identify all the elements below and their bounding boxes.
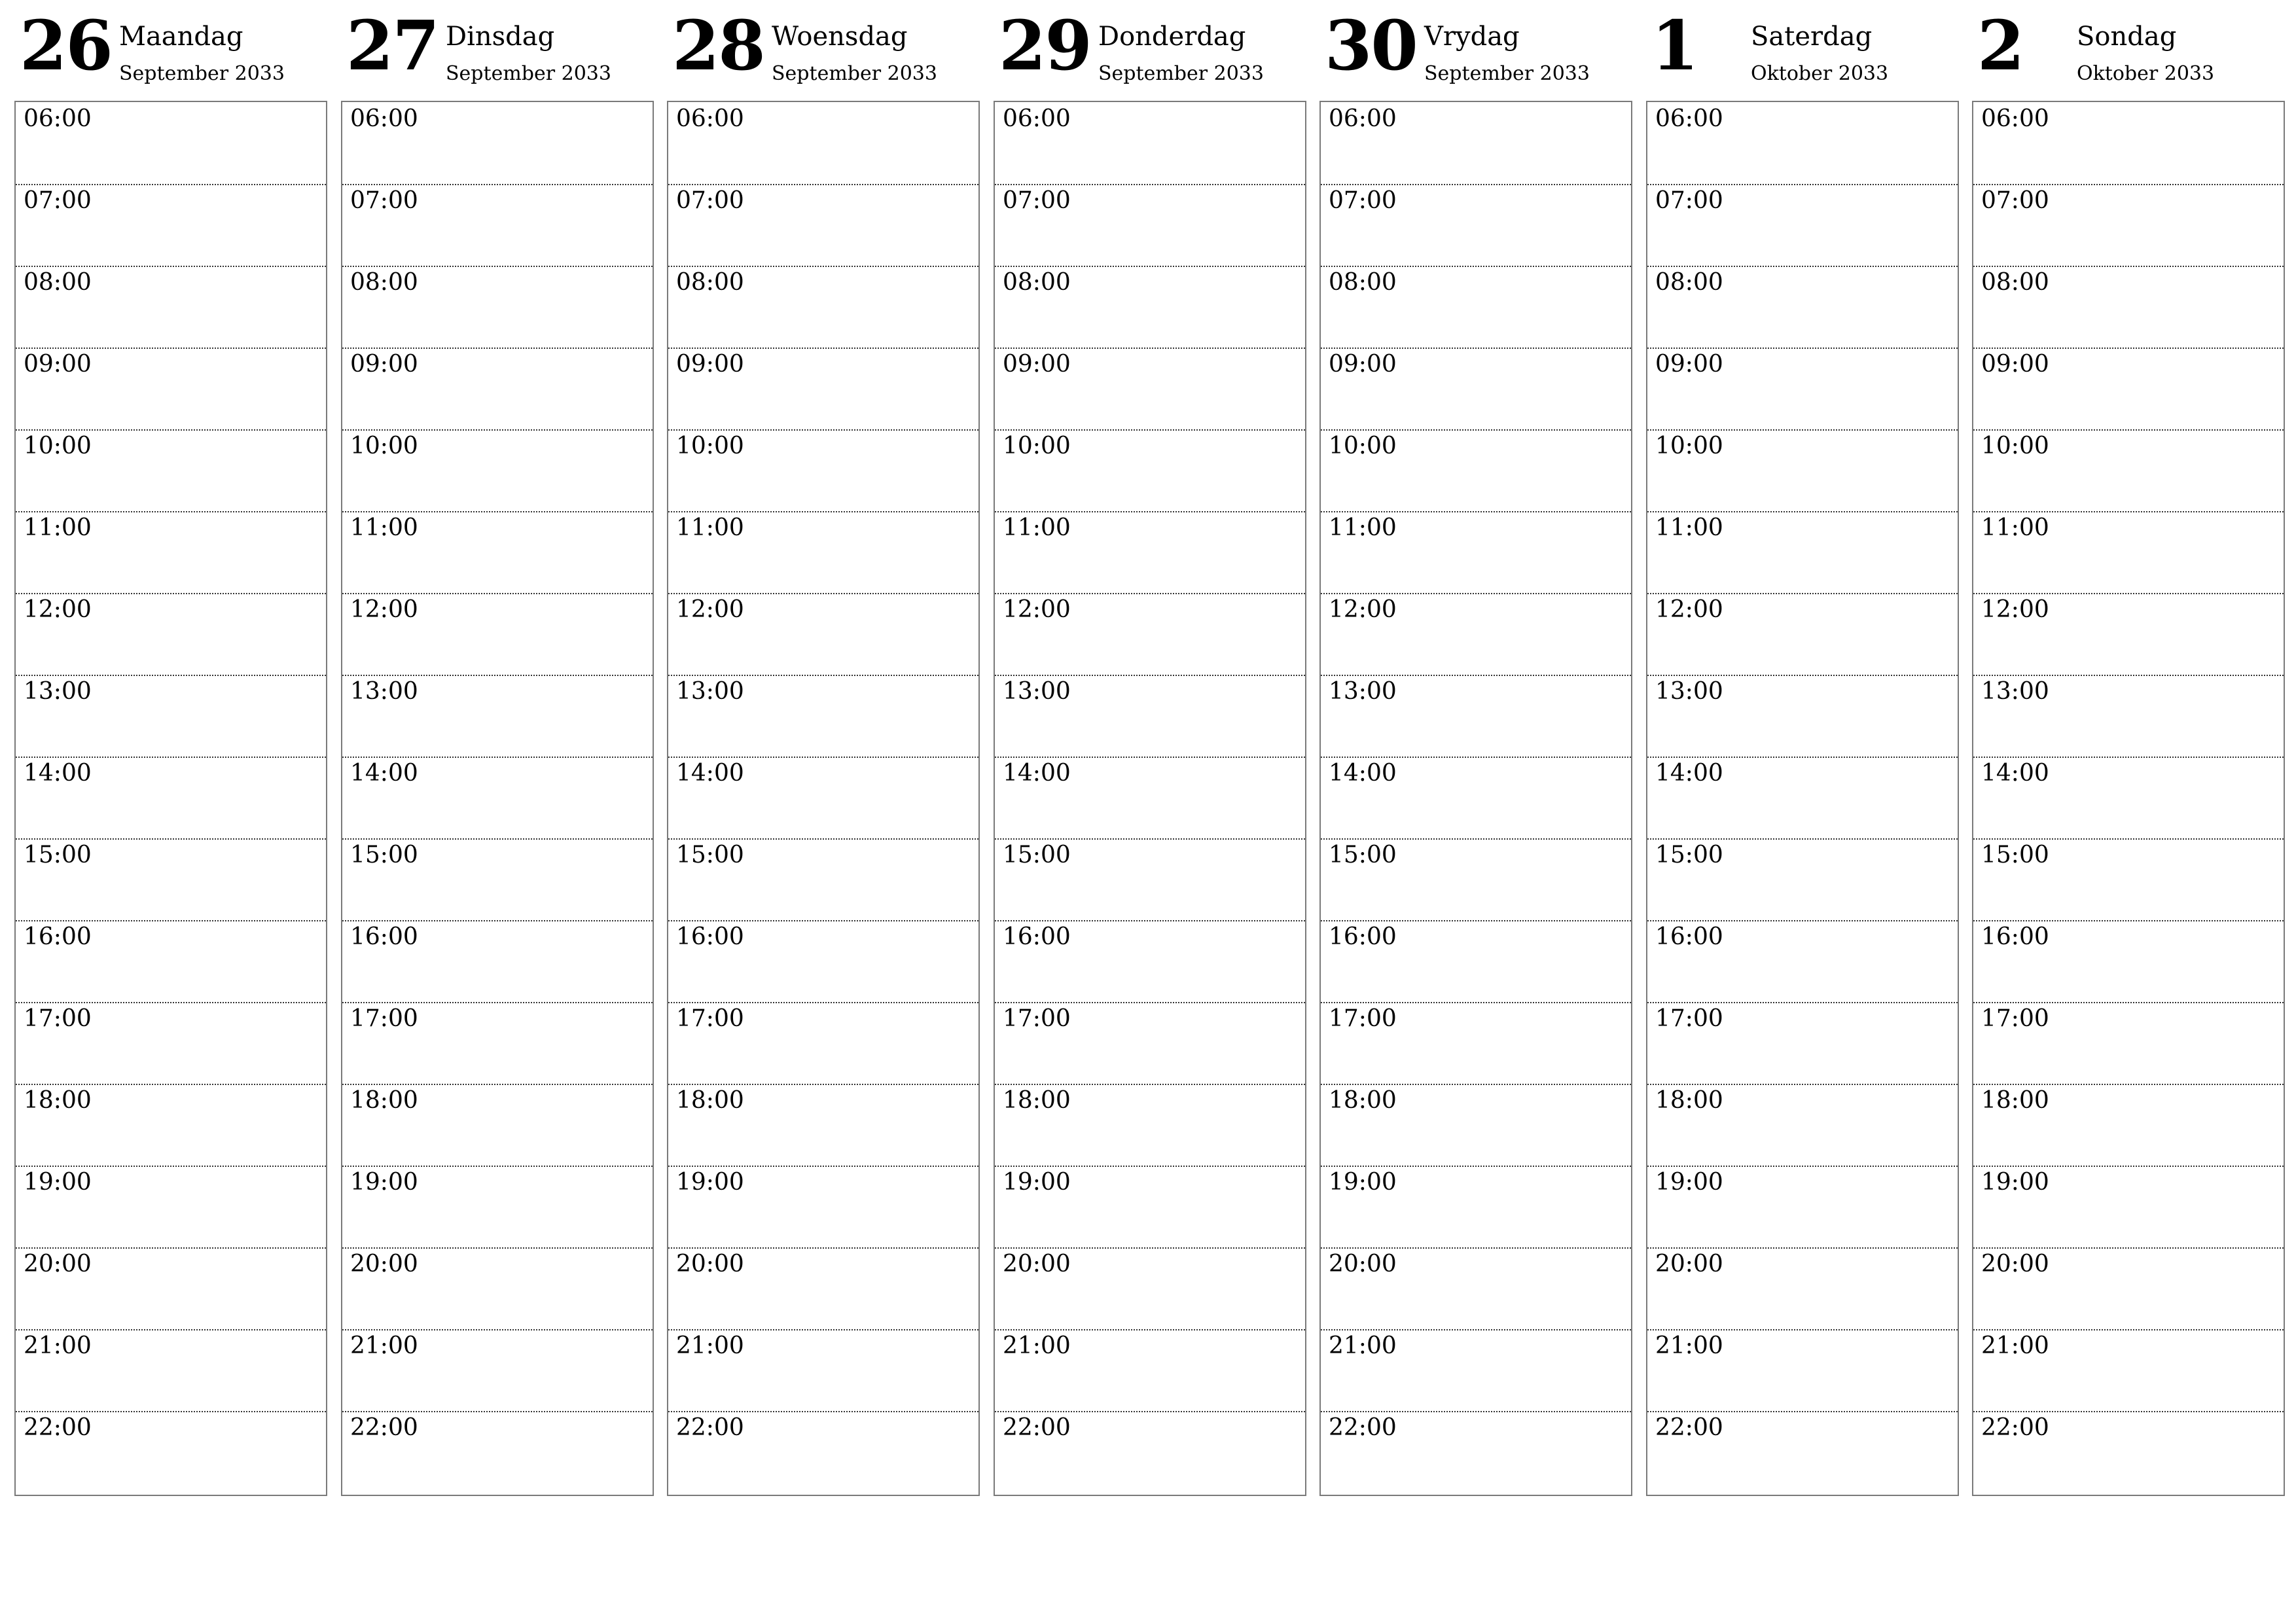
month-year: Oktober 2033	[1751, 62, 1889, 85]
time-slot[interactable]	[342, 593, 653, 676]
time-label: 09:00	[1003, 351, 1071, 378]
time-label: 18:00	[676, 1087, 744, 1114]
time-label: 07:00	[1003, 187, 1071, 214]
day-number: 1	[1651, 5, 1698, 86]
day-number: 27	[346, 5, 439, 86]
time-label: 22:00	[24, 1414, 92, 1441]
weekday-name: Maandag	[119, 22, 243, 52]
time-label: 21:00	[24, 1332, 92, 1359]
time-slot[interactable]	[995, 348, 1305, 431]
time-label: 21:00	[1981, 1332, 2049, 1359]
time-label: 17:00	[1003, 1005, 1071, 1032]
time-label: 18:00	[1003, 1087, 1071, 1114]
time-slot[interactable]	[1973, 593, 2284, 676]
time-slot[interactable]	[1973, 511, 2284, 594]
time-slot[interactable]	[668, 1411, 978, 1493]
day-schedule-box	[994, 101, 1306, 1496]
time-label: 21:00	[676, 1332, 744, 1359]
time-label: 21:00	[1329, 1332, 1397, 1359]
time-label: 09:00	[24, 351, 92, 378]
time-slot[interactable]	[16, 511, 326, 594]
time-slot[interactable]	[16, 1411, 326, 1493]
time-slot[interactable]	[1647, 348, 1958, 431]
day-header	[1646, 0, 1959, 101]
time-label: 07:00	[1329, 187, 1397, 214]
time-slot[interactable]	[342, 1329, 653, 1412]
time-slot[interactable]	[16, 1247, 326, 1330]
time-slot[interactable]	[16, 266, 326, 349]
time-label: 13:00	[1329, 678, 1397, 705]
time-label: 09:00	[1329, 351, 1397, 378]
time-label: 07:00	[676, 187, 744, 214]
time-label: 17:00	[350, 1005, 418, 1032]
time-slot[interactable]	[1647, 1084, 1958, 1167]
time-slot[interactable]	[668, 1002, 978, 1085]
time-label: 21:00	[350, 1332, 418, 1359]
time-label: 22:00	[676, 1414, 744, 1441]
time-slot[interactable]	[342, 266, 653, 349]
time-label: 18:00	[1981, 1087, 2049, 1114]
time-slot[interactable]	[1647, 757, 1958, 840]
time-slot[interactable]	[1321, 593, 1631, 676]
time-slot[interactable]	[668, 838, 978, 921]
time-label: 08:00	[1329, 269, 1397, 296]
time-label: 11:00	[1655, 514, 1723, 541]
day-number: 28	[672, 5, 764, 86]
time-slot[interactable]	[668, 920, 978, 1003]
time-label: 20:00	[1003, 1251, 1071, 1277]
time-label: 17:00	[1329, 1005, 1397, 1032]
time-slot[interactable]	[995, 1247, 1305, 1330]
time-label: 15:00	[1003, 842, 1071, 868]
time-label: 21:00	[1655, 1332, 1723, 1359]
time-label: 20:00	[24, 1251, 92, 1277]
time-slot[interactable]	[668, 1247, 978, 1330]
time-label: 12:00	[1655, 596, 1723, 623]
day-header	[14, 0, 327, 101]
time-label: 19:00	[1655, 1169, 1723, 1196]
time-slot[interactable]	[16, 1329, 326, 1412]
time-slot[interactable]	[1647, 1329, 1958, 1412]
weekday-name: Donderdag	[1098, 22, 1246, 52]
time-label: 14:00	[350, 760, 418, 787]
day-header	[1972, 0, 2285, 101]
time-slot[interactable]	[342, 675, 653, 758]
time-label: 10:00	[350, 433, 418, 459]
time-label: 14:00	[24, 760, 92, 787]
time-slot[interactable]	[1647, 675, 1958, 758]
time-label: 13:00	[1003, 678, 1071, 705]
time-label: 14:00	[1329, 760, 1397, 787]
time-label: 19:00	[1329, 1169, 1397, 1196]
time-label: 08:00	[1655, 269, 1723, 296]
time-slot[interactable]	[668, 1084, 978, 1167]
month-year: September 2033	[1424, 62, 1590, 85]
time-slot[interactable]	[995, 593, 1305, 676]
time-label: 16:00	[24, 923, 92, 950]
time-label: 15:00	[1655, 842, 1723, 868]
time-label: 12:00	[676, 596, 744, 623]
weekday-name: Saterdag	[1751, 22, 1873, 52]
time-slot[interactable]	[1647, 593, 1958, 676]
time-label: 14:00	[676, 760, 744, 787]
time-slot[interactable]	[1321, 838, 1631, 921]
time-slot[interactable]	[1321, 1329, 1631, 1412]
time-label: 08:00	[1003, 269, 1071, 296]
time-slot[interactable]	[1647, 511, 1958, 594]
time-slot[interactable]	[1647, 429, 1958, 512]
time-slot[interactable]	[995, 1329, 1305, 1412]
time-label: 18:00	[24, 1087, 92, 1114]
time-label: 12:00	[24, 596, 92, 623]
time-slot[interactable]	[995, 429, 1305, 512]
time-label: 07:00	[350, 187, 418, 214]
time-label: 19:00	[350, 1169, 418, 1196]
day-schedule-box	[1646, 101, 1959, 1496]
time-label: 06:00	[24, 105, 92, 132]
time-label: 09:00	[1981, 351, 2049, 378]
time-label: 19:00	[24, 1169, 92, 1196]
time-slot[interactable]	[16, 838, 326, 921]
time-label: 19:00	[1981, 1169, 2049, 1196]
time-label: 11:00	[1329, 514, 1397, 541]
time-label: 17:00	[676, 1005, 744, 1032]
time-label: 10:00	[24, 433, 92, 459]
time-slot[interactable]	[668, 511, 978, 594]
day-number: 29	[999, 5, 1091, 86]
time-slot[interactable]	[342, 1411, 653, 1493]
time-slot[interactable]	[342, 1002, 653, 1085]
time-slot[interactable]	[1321, 102, 1631, 185]
time-slot[interactable]	[1973, 1166, 2284, 1249]
weekday-name: Woensdag	[772, 22, 908, 52]
day-header	[667, 0, 980, 101]
time-label: 06:00	[1003, 105, 1071, 132]
time-label: 18:00	[1655, 1087, 1723, 1114]
time-slot[interactable]	[1321, 920, 1631, 1003]
time-slot[interactable]	[1647, 102, 1958, 185]
time-slot[interactable]	[1321, 1247, 1631, 1330]
time-label: 17:00	[1655, 1005, 1723, 1032]
time-label: 09:00	[676, 351, 744, 378]
time-slot[interactable]	[995, 266, 1305, 349]
time-slot[interactable]	[668, 266, 978, 349]
time-slot[interactable]	[1973, 102, 2284, 185]
time-label: 18:00	[350, 1087, 418, 1114]
time-slot[interactable]	[995, 1002, 1305, 1085]
time-label: 06:00	[1329, 105, 1397, 132]
day-schedule-box	[667, 101, 980, 1496]
time-slot[interactable]	[1973, 1247, 2284, 1330]
time-label: 15:00	[676, 842, 744, 868]
time-slot[interactable]	[1973, 184, 2284, 267]
time-slot[interactable]	[668, 757, 978, 840]
time-label: 10:00	[676, 433, 744, 459]
time-label: 11:00	[1981, 514, 2049, 541]
time-label: 16:00	[676, 923, 744, 950]
time-label: 13:00	[1655, 678, 1723, 705]
time-slot[interactable]	[1973, 429, 2284, 512]
time-label: 20:00	[676, 1251, 744, 1277]
time-label: 11:00	[1003, 514, 1071, 541]
time-slot[interactable]	[342, 757, 653, 840]
time-label: 08:00	[1981, 269, 2049, 296]
time-label: 16:00	[1981, 923, 2049, 950]
day-schedule-box	[1972, 101, 2285, 1496]
time-label: 07:00	[1655, 187, 1723, 214]
time-slot[interactable]	[342, 184, 653, 267]
time-label: 22:00	[350, 1414, 418, 1441]
time-slot[interactable]	[16, 1002, 326, 1085]
day-schedule-box	[14, 101, 327, 1496]
time-slot[interactable]	[16, 675, 326, 758]
time-slot[interactable]	[16, 1084, 326, 1167]
time-label: 06:00	[1655, 105, 1723, 132]
time-slot[interactable]	[342, 1247, 653, 1330]
month-year: September 2033	[772, 62, 937, 85]
time-slot[interactable]	[342, 511, 653, 594]
time-slot[interactable]	[1973, 266, 2284, 349]
day-number: 30	[1325, 5, 1417, 86]
time-label: 20:00	[1981, 1251, 2049, 1277]
time-label: 14:00	[1655, 760, 1723, 787]
day-header	[341, 0, 654, 101]
time-slot[interactable]	[1321, 511, 1631, 594]
weekday-name: Vrydag	[1424, 22, 1520, 52]
time-slot[interactable]	[16, 348, 326, 431]
time-slot[interactable]	[668, 675, 978, 758]
time-slot[interactable]	[1321, 429, 1631, 512]
time-slot[interactable]	[668, 1166, 978, 1249]
time-label: 10:00	[1655, 433, 1723, 459]
month-year: September 2033	[1098, 62, 1264, 85]
time-slot[interactable]	[995, 1411, 1305, 1493]
time-slot[interactable]	[995, 838, 1305, 921]
time-slot[interactable]	[668, 184, 978, 267]
day-header	[994, 0, 1306, 101]
time-label: 06:00	[350, 105, 418, 132]
day-number: 2	[1977, 5, 2024, 86]
time-slot[interactable]	[995, 511, 1305, 594]
time-slot[interactable]	[16, 757, 326, 840]
day-number: 26	[20, 5, 112, 86]
time-slot[interactable]	[342, 102, 653, 185]
time-slot[interactable]	[995, 920, 1305, 1003]
time-label: 16:00	[350, 923, 418, 950]
time-label: 13:00	[1981, 678, 2049, 705]
time-slot[interactable]	[1973, 675, 2284, 758]
time-slot[interactable]	[668, 593, 978, 676]
time-slot[interactable]	[342, 920, 653, 1003]
time-label: 20:00	[1655, 1251, 1723, 1277]
time-label: 15:00	[24, 842, 92, 868]
time-label: 11:00	[24, 514, 92, 541]
time-slot[interactable]	[1973, 1084, 2284, 1167]
time-label: 22:00	[1003, 1414, 1071, 1441]
time-label: 22:00	[1655, 1414, 1723, 1441]
time-slot[interactable]	[995, 1166, 1305, 1249]
time-label: 08:00	[676, 269, 744, 296]
time-label: 11:00	[350, 514, 418, 541]
time-label: 13:00	[350, 678, 418, 705]
day-header	[1319, 0, 1632, 101]
time-slot[interactable]	[16, 429, 326, 512]
time-slot[interactable]	[1647, 184, 1958, 267]
month-year: Oktober 2033	[2077, 62, 2215, 85]
time-slot[interactable]	[342, 1166, 653, 1249]
time-label: 13:00	[24, 678, 92, 705]
time-label: 15:00	[1981, 842, 2049, 868]
time-slot[interactable]	[1647, 838, 1958, 921]
time-slot[interactable]	[1973, 757, 2284, 840]
time-label: 16:00	[1655, 923, 1723, 950]
time-label: 20:00	[350, 1251, 418, 1277]
time-slot[interactable]	[1973, 920, 2284, 1003]
time-label: 20:00	[1329, 1251, 1397, 1277]
time-slot[interactable]	[16, 102, 326, 185]
time-slot[interactable]	[1321, 1002, 1631, 1085]
time-label: 10:00	[1981, 433, 2049, 459]
time-slot[interactable]	[1973, 348, 2284, 431]
time-slot[interactable]	[16, 920, 326, 1003]
time-label: 22:00	[1329, 1414, 1397, 1441]
time-slot[interactable]	[1647, 920, 1958, 1003]
time-slot[interactable]	[1321, 757, 1631, 840]
time-slot[interactable]	[1973, 838, 2284, 921]
time-label: 15:00	[350, 842, 418, 868]
time-slot[interactable]	[995, 1084, 1305, 1167]
time-label: 16:00	[1003, 923, 1071, 950]
time-label: 08:00	[350, 269, 418, 296]
time-slot[interactable]	[1321, 348, 1631, 431]
time-slot[interactable]	[1321, 1166, 1631, 1249]
time-label: 13:00	[676, 678, 744, 705]
time-label: 06:00	[676, 105, 744, 132]
time-slot[interactable]	[1321, 266, 1631, 349]
time-label: 12:00	[350, 596, 418, 623]
time-label: 14:00	[1981, 760, 2049, 787]
time-label: 17:00	[1981, 1005, 2049, 1032]
time-slot[interactable]	[342, 838, 653, 921]
time-label: 16:00	[1329, 923, 1397, 950]
month-year: September 2033	[119, 62, 285, 85]
time-slot[interactable]	[342, 429, 653, 512]
time-slot[interactable]	[1973, 1329, 2284, 1412]
time-slot[interactable]	[668, 429, 978, 512]
time-slot[interactable]	[1973, 1411, 2284, 1493]
time-label: 08:00	[24, 269, 92, 296]
time-label: 07:00	[1981, 187, 2049, 214]
time-label: 07:00	[24, 187, 92, 214]
time-slot[interactable]	[1647, 1247, 1958, 1330]
time-slot[interactable]	[342, 1084, 653, 1167]
day-schedule-box	[341, 101, 654, 1496]
time-label: 19:00	[676, 1169, 744, 1196]
weekday-name: Dinsdag	[446, 22, 555, 52]
time-label: 21:00	[1003, 1332, 1071, 1359]
time-slot[interactable]	[1647, 1002, 1958, 1085]
time-label: 11:00	[676, 514, 744, 541]
time-slot[interactable]	[1321, 675, 1631, 758]
time-slot[interactable]	[1647, 1166, 1958, 1249]
time-slot[interactable]	[1973, 1002, 2284, 1085]
time-label: 14:00	[1003, 760, 1071, 787]
time-label: 18:00	[1329, 1087, 1397, 1114]
time-slot[interactable]	[1647, 1411, 1958, 1493]
time-label: 12:00	[1329, 596, 1397, 623]
time-slot[interactable]	[1321, 1411, 1631, 1493]
weekday-name: Sondag	[2077, 22, 2177, 52]
time-slot[interactable]	[16, 184, 326, 267]
time-slot[interactable]	[1647, 266, 1958, 349]
time-label: 12:00	[1003, 596, 1071, 623]
time-label: 09:00	[350, 351, 418, 378]
time-slot[interactable]	[668, 1329, 978, 1412]
day-schedule-box	[1319, 101, 1632, 1496]
time-label: 22:00	[1981, 1414, 2049, 1441]
time-label: 06:00	[1981, 105, 2049, 132]
time-label: 10:00	[1329, 433, 1397, 459]
time-slot[interactable]	[668, 102, 978, 185]
time-slot[interactable]	[1321, 184, 1631, 267]
time-label: 10:00	[1003, 433, 1071, 459]
time-slot[interactable]	[995, 102, 1305, 185]
time-label: 17:00	[24, 1005, 92, 1032]
time-slot[interactable]	[16, 1166, 326, 1249]
time-slot[interactable]	[16, 593, 326, 676]
time-label: 09:00	[1655, 351, 1723, 378]
time-slot[interactable]	[342, 348, 653, 431]
time-label: 15:00	[1329, 842, 1397, 868]
time-slot[interactable]	[668, 348, 978, 431]
month-year: September 2033	[446, 62, 611, 85]
time-slot[interactable]	[995, 675, 1305, 758]
time-slot[interactable]	[1321, 1084, 1631, 1167]
time-slot[interactable]	[995, 184, 1305, 267]
time-label: 12:00	[1981, 596, 2049, 623]
time-label: 19:00	[1003, 1169, 1071, 1196]
time-slot[interactable]	[995, 757, 1305, 840]
